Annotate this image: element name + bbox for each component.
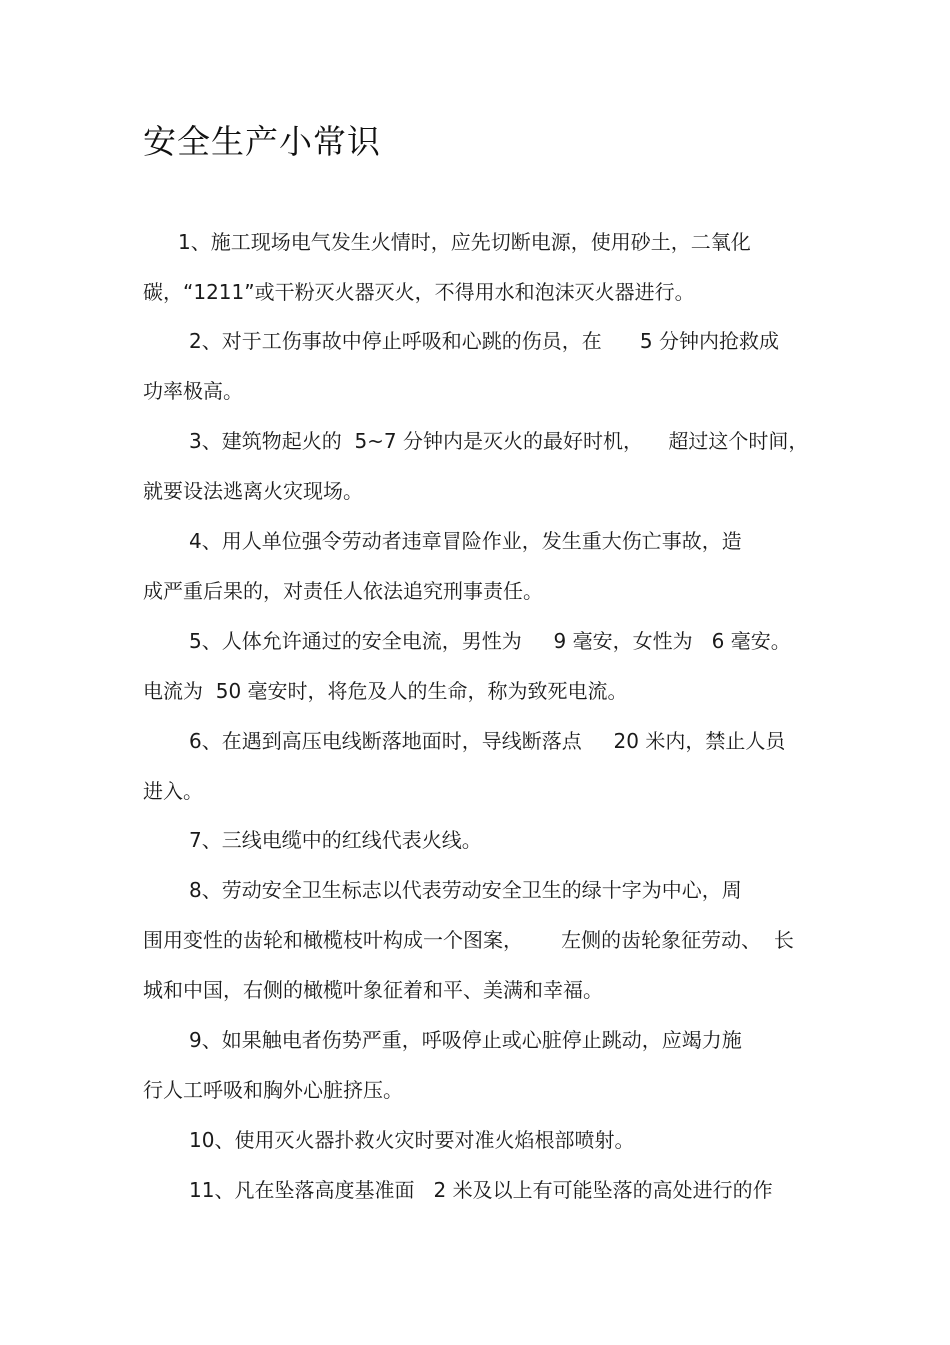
text-line: 进入。 [143, 779, 203, 803]
text-line: 9、如果触电者伤势严重，呼吸停止或心脏停止跳动，应竭力施 [189, 1028, 742, 1052]
text-line: 8、劳动安全卫生标志以代表劳动安全卫生的绿十字为中心，周 [189, 878, 742, 902]
text-line: 行人工呼吸和胸外心脏挤压。 [143, 1078, 403, 1102]
text-line: 1、施工现场电气发生火情时，应先切断电源，使用砂土，二氧化 [178, 230, 751, 254]
text-line: 2、对于工伤事故中停止呼吸和心跳的伤员，在 5 分钟内抢救成 [189, 329, 779, 353]
text-line: 6、在遇到高压电线断落地面时，导线断落点 20 米内，禁止人员 [189, 729, 786, 753]
text-line: 电流为 50 毫安时，将危及人的生命，称为致死电流。 [143, 679, 628, 703]
text-line: 4、用人单位强令劳动者违章冒险作业，发生重大伤亡事故，造 [189, 529, 742, 553]
text-line: 3、建筑物起火的 5~7 分钟内是灭火的最好时机， 超过这个时间， [189, 429, 809, 453]
document-title: 安全生产小常识 [143, 122, 381, 161]
text-line: 城和中国，右侧的橄榄叶象征着和平、美满和幸福。 [143, 978, 603, 1002]
text-line: 就要设法逃离火灾现场。 [143, 479, 363, 503]
text-line: 11、凡在坠落高度基准面 2 米及以上有可能坠落的高处进行的作 [189, 1178, 773, 1202]
text-line: 围用变性的齿轮和橄榄枝叶构成一个图案， 左侧的齿轮象征劳动、 长 [143, 928, 794, 952]
text-line: 功率极高。 [143, 379, 243, 403]
text-line: 10、使用灭火器扑救火灾时要对准火焰根部喷射。 [189, 1128, 635, 1152]
text-line: 碳，“1211”或干粉灭火器灭火，不得用水和泡沫灭火器进行。 [143, 280, 695, 304]
text-line: 成严重后果的，对责任人依法追究刑事责任。 [143, 579, 543, 603]
text-line: 7、三线电缆中的红线代表火线。 [189, 828, 482, 852]
text-line: 5、人体允许通过的安全电流，男性为 9 毫安，女性为 6 毫安。 [189, 629, 791, 653]
